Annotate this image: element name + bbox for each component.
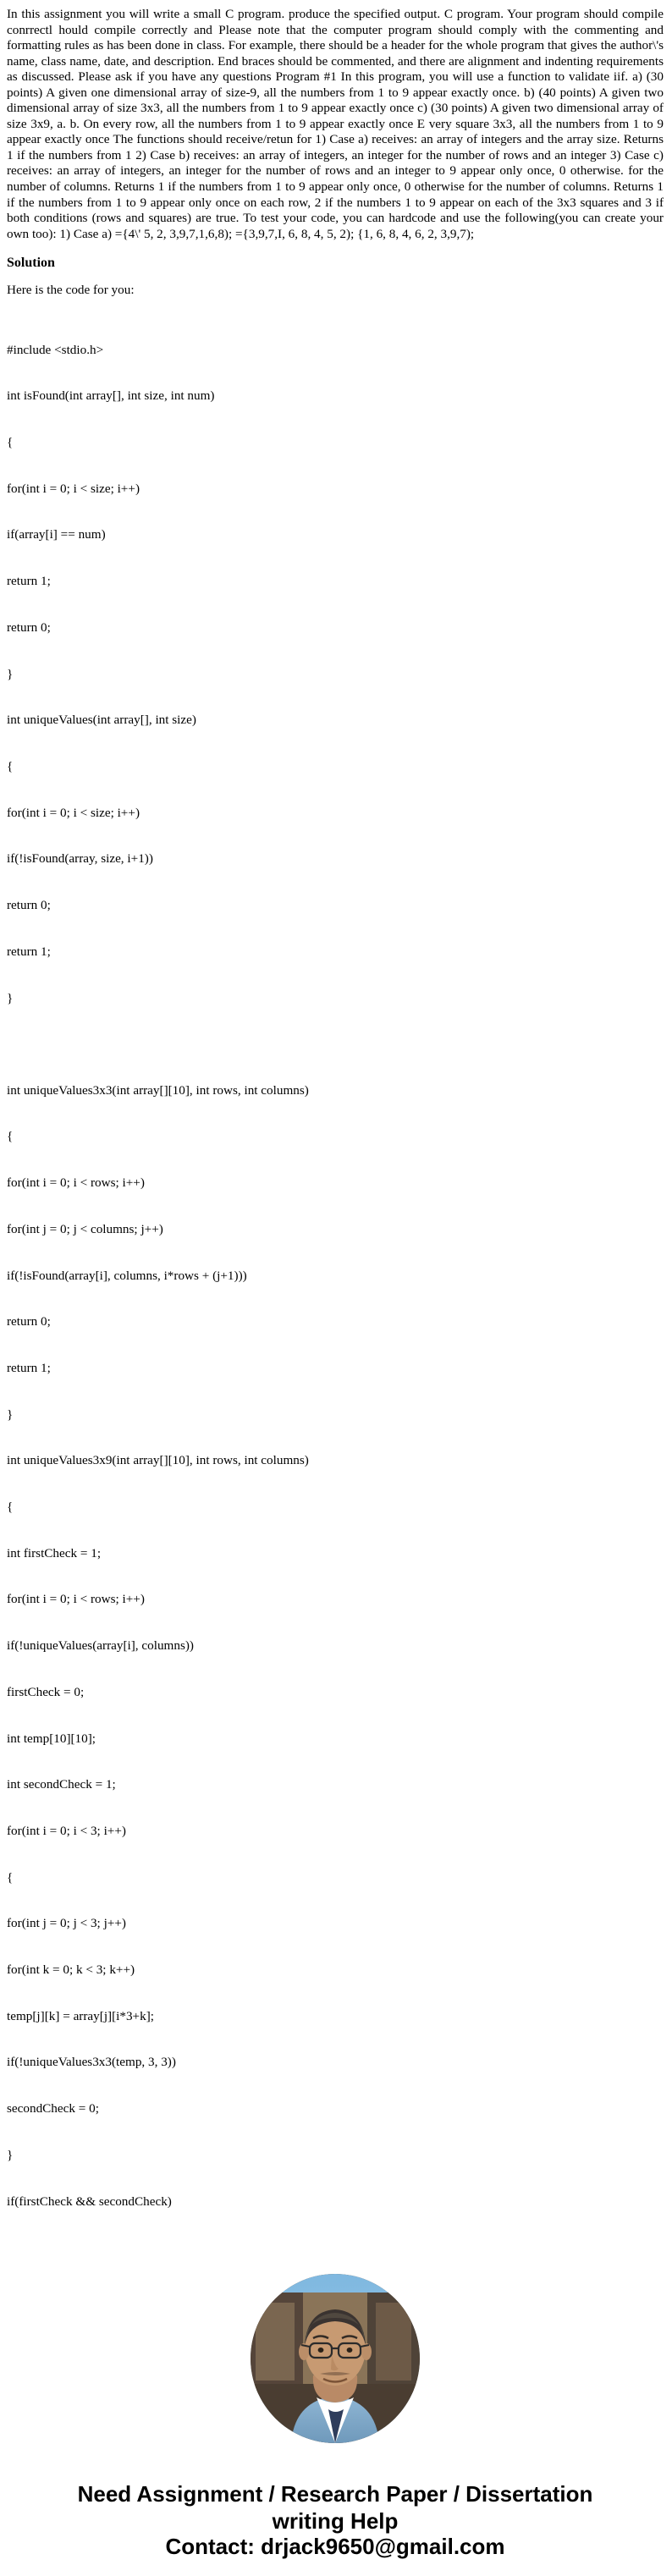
code-line: for(int i = 0; i < size; i++) [7,481,140,496]
code-line: int temp[10][10]; [7,1731,96,1746]
code-line: { [7,759,14,773]
code-line: #include <stdio.h> [7,342,104,357]
code-line: for(int i = 0; i < rows; i++) [7,1592,145,1607]
assignment-description: In this assignment you will write a small C program. produce the specified output. C program. Your program should compile conrrectl hould compile correctly and Please note that the computer program should comply with the commenting and formatting rules as has been done in class. For example, there should be a header for the whole program that gives the author\'s name, class name, date, and description. End braces should be commented, and there are alignment and indenting requirements as discussed. Please ask if you have any questions Program #1 In this program, you will use a function to validate iif. a) (30 points) A given one dimensional array of size-9, all the numbers from 1 to 9 appear exactly once. b) (40 points) A given two dimensional array of size 3x3, all the numbers from 1 to 9 appear exactly once c) (30 points) A given two dimensional array of size 3x9, a. b. On every row, all the numbers from 1 to 9 appear exactly once E very square 3x3, all the numbers from 1 to 9 appear exactly once The functions should receive/retun for 1) Case a) receives: an array of integers and the array size. Returns 1 if the numbers from 1 2) Case b) receives: an array of integers, an integer for the number of rows and an integer 3) Case c) receives: an array of integers, an integer for the number of rows and an integer to 9 appear only once, 0 otherwise. for the number of columns. Returns 1 if the numbers from 1 to 9 appear only once, 0 otherwise for the number of columns. Returns 1 if the numbers from 1 to 9 appear only once on each row, 2 if the numbers 1 to 9 appear on each of the 3x3 squares and 3 if both conditions (rows and squares) are true. To test your code, you can hardcode and use the following(you can create your own too): 1) Case a) ={4\' 5, 2, 3,9,7,1,6,8); ={3,9,7,I, 6, 8, 4, 5, 2); {1, 6, 8, 4, 6, 2, 3,9,7); [7,7,664,241]
code-line-blank [7,1037,664,1052]
code-line: { [7,1129,14,1144]
code-line: if(!uniqueValues(array[i], columns)) [7,1638,194,1654]
avatar-container [7,2274,664,2443]
code-line: if(!uniqueValues3x3(temp, 3, 3)) [7,2055,176,2070]
code-line: int firstCheck = 1; [7,1545,102,1560]
code-line: return 1; [7,944,51,959]
code-line: firstCheck = 0; [7,1684,85,1699]
code-line: } [7,2147,14,2162]
code-line: for(int i = 0; i < size; i++) [7,805,140,820]
footer-line-2: writing Help [272,2507,399,2534]
code-line: if(!isFound(array[i], columns, i*rows + (j+1))) [7,1268,247,1283]
code-line: } [7,1406,14,1422]
code-line: if(!isFound(array, size, i+1)) [7,851,153,867]
code-line: return 1; [7,574,51,589]
code-intro-line: Here is the code for you: [7,283,135,298]
code-line: { [7,1869,14,1885]
code-line: if(firstCheck && secondCheck) [7,2193,172,2209]
footer-line-3: Contact: drjack9650@gmail.com [165,2533,505,2559]
code-line: { [7,1500,14,1515]
code-line: return 0; [7,898,51,913]
code-line: for(int i = 0; i < rows; i++) [7,1175,145,1191]
code-line: return 0; [7,619,51,635]
code-block [7,311,664,2240]
solution-heading: Solution [7,256,55,271]
avatar [251,2274,420,2443]
footer-line-1: Need Assignment / Research Paper / Dissertation [77,2481,593,2507]
code-line: secondCheck = 0; [7,2101,99,2116]
profile-photo-icon [251,2274,420,2443]
code-line: for(int i = 0; i < 3; i++) [7,1823,126,1838]
code-line: int uniqueValues3x3(int array[][10], int rows, int columns) [7,1082,309,1098]
code-line: for(int j = 0; j < columns; j++) [7,1221,163,1236]
code-line: int isFound(int array[], int size, int num) [7,388,215,404]
footer-contact [7,2482,664,2559]
code-line: return 0; [7,1314,51,1329]
code-line: int secondCheck = 1; [7,1777,116,1792]
code-line: temp[j][k] = array[j][i*3+k]; [7,2008,154,2023]
code-line: if(array[i] == num) [7,527,106,542]
code-line: int uniqueValues3x9(int array[][10], int rows, int columns) [7,1453,309,1468]
code-line: for(int k = 0; k < 3; k++) [7,1962,135,1978]
code-line: for(int j = 0; j < 3; j++) [7,1916,126,1931]
code-line: { [7,435,14,450]
code-line: return 1; [7,1360,51,1375]
code-line: } [7,666,14,681]
code-line: int uniqueValues(int array[], int size) [7,713,196,728]
code-line: } [7,990,14,1005]
